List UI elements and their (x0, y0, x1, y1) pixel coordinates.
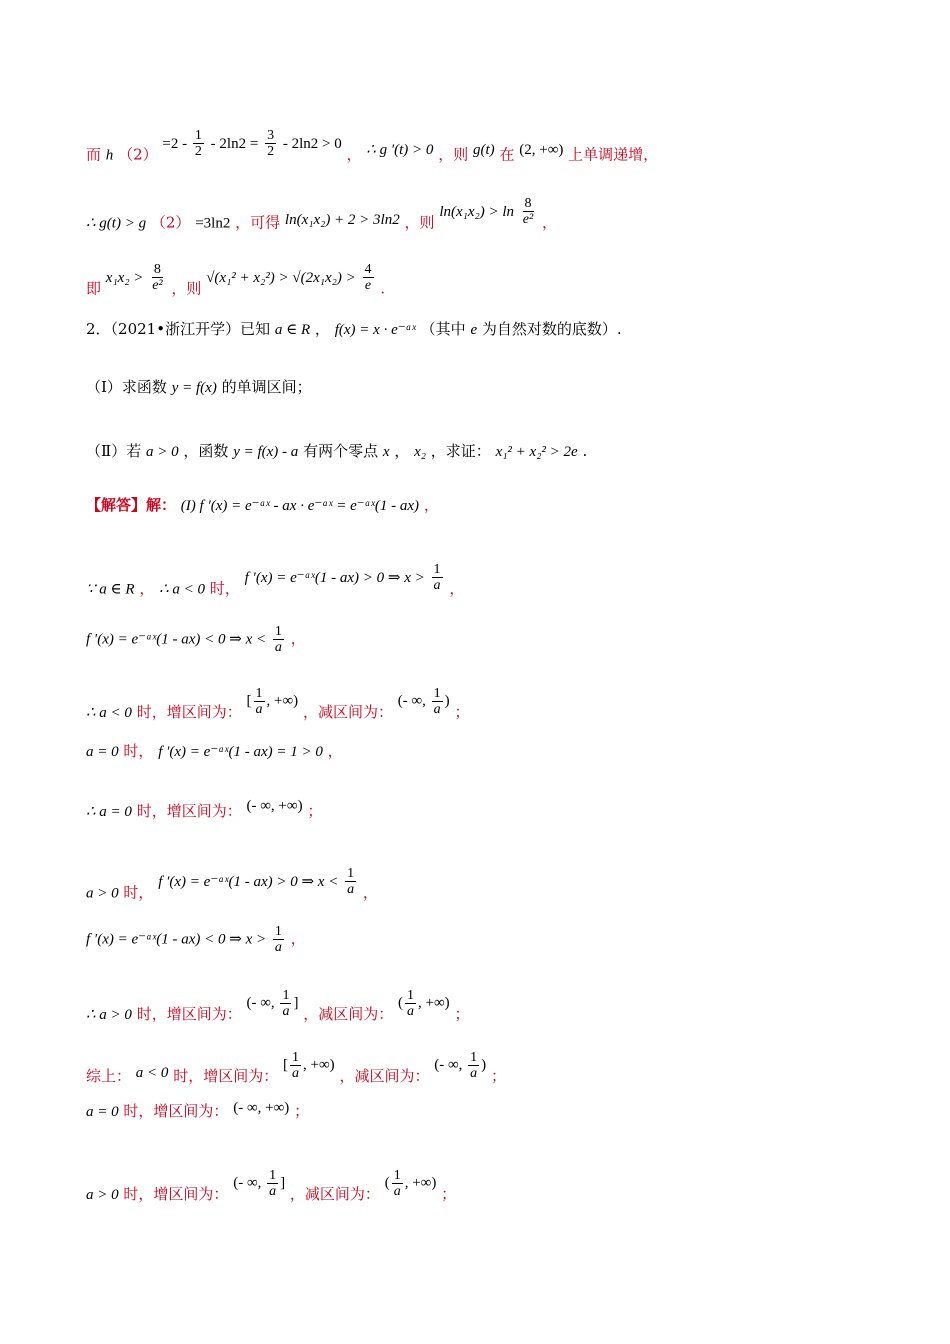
math-expr: y = f(x) - a (233, 444, 299, 460)
fraction-4-e: $\frac{4}{e}$ (364, 262, 372, 293)
part-text: ，函数 (183, 442, 229, 460)
math-expr: ∴ a = 0 (86, 804, 132, 820)
text-end: ； (294, 1102, 310, 1120)
solution-row-7 (86, 924, 306, 955)
text-inc: 时，增区间为： (123, 1102, 229, 1120)
text-end: ， (290, 929, 306, 948)
math-expr: ∴ g ′(t) > 0 (366, 141, 434, 158)
math-h: h (105, 147, 114, 164)
text-end: . (582, 442, 588, 460)
math-expr: a = 0 (86, 744, 119, 760)
fraction-8-e2: $\frac{8}{\text{e²}}$ (522, 196, 534, 227)
fraction-1-a: $\frac{1}{a}$ (470, 1050, 478, 1081)
math-expr: y = f(x) (171, 380, 217, 396)
solution-row-5 (86, 800, 322, 823)
text-inc: 时，增区间为： (136, 702, 242, 721)
summary-row-1 (86, 1050, 506, 1093)
math-expr: f ′(x) = e⁻ᵃˣ(1 - ax) = 1 > 0 (158, 744, 323, 760)
text-dec: ，减区间为： (289, 1184, 380, 1203)
math-gt: g(t) (472, 141, 495, 158)
solution-row-4 (86, 740, 343, 763)
text-mid: ，可得 (235, 213, 281, 232)
math-expr: =3ln2 (195, 215, 231, 232)
text-end: ； (441, 1184, 457, 1203)
solution-row-6 (86, 866, 378, 909)
text-end: ， (362, 883, 378, 902)
fraction-1-a: $\frac{1}{a}$ (433, 686, 441, 717)
fraction-1-a: $\frac{1}{a}$ (274, 924, 282, 955)
part-label: （Ⅰ）求函数 (86, 378, 167, 396)
text-then: ，则 (171, 279, 202, 298)
fraction-1-a: $\frac{1}{a}$ (347, 866, 355, 897)
math-expr: x₁x₂ > (105, 269, 144, 286)
text-two: （2） (150, 213, 191, 232)
text-comma: ， (394, 442, 410, 460)
text-end: ； (454, 702, 470, 721)
text-end: ； (307, 802, 323, 820)
text-dec: ，减区间为： (339, 1066, 430, 1085)
text-prefix: 即 (86, 279, 102, 298)
part-text: 的单调区间； (221, 378, 312, 396)
text-end: ； (454, 1004, 470, 1023)
text-dec: ，减区间为： (303, 1004, 394, 1023)
problem-head: 2．（2021•浙江开学）已知 (86, 320, 271, 338)
text-then: ，则 (438, 145, 469, 164)
text-paren: （其中 (420, 320, 466, 338)
text-inc: 时，增区间为： (173, 1066, 279, 1085)
text-inc: 时，增区间为： (123, 1184, 229, 1203)
problem-2-part-2 (86, 440, 587, 463)
math-expr: f ′(x) = e⁻ᵃˣ(1 - ax) < 0 ⇒ x > (86, 931, 267, 948)
math-interval: (- ∞, $\frac{1}{a}$ ] (233, 1168, 286, 1199)
fraction-1-a: $\frac{1}{a}$ (292, 1050, 299, 1081)
fraction-1-a: $\frac{1}{a}$ (269, 1168, 277, 1199)
text-end: ， (542, 213, 558, 232)
math-interval: ( $\frac{1}{a}$ , +∞) (398, 988, 450, 1019)
text-end: ， (423, 496, 439, 514)
text-end: ， (449, 579, 465, 598)
math-expr: ∴ a < 0 (159, 581, 206, 598)
math-expr: a > 0 (145, 444, 179, 460)
math-x1: x (382, 444, 390, 460)
text-paren-end: 为自然对数的底数）. (481, 320, 622, 338)
text-comma: ， (139, 579, 155, 598)
math-interval: (- ∞, +∞) (246, 798, 303, 814)
fraction-1-a: $\frac{1}{a}$ (433, 562, 441, 593)
summary-row-3 (86, 1168, 457, 1211)
solution-label: 【解答】解： (86, 496, 177, 514)
math-expr: a = 0 (86, 1104, 119, 1120)
part-text: 有两个零点 (303, 442, 379, 460)
math-expr: x₁² + x₂² > 2e (495, 444, 578, 460)
problem-2-part-1 (86, 376, 312, 399)
text-when: 时， (123, 742, 154, 760)
solution-line-3 (86, 262, 386, 305)
math-expr: f ′(x) = e⁻ᵃˣ(1 - ax) > 0 ⇒ x > (244, 569, 425, 586)
fraction-1-a: $\frac{1}{a}$ (393, 1168, 401, 1199)
math-expr: a > 0 (86, 1186, 119, 1203)
fraction-1-a: $\frac{1}{a}$ (407, 988, 415, 1019)
solution-line-1 (86, 128, 659, 171)
solution-row-3 (86, 686, 470, 729)
math-interval: (- ∞, $\frac{1}{a}$ ) (397, 686, 450, 717)
math-interval: (- ∞, $\frac{1}{a}$ ] (246, 988, 299, 1019)
text-then: ，则 (404, 213, 435, 232)
fraction-1-a: $\frac{1}{a}$ (282, 988, 290, 1019)
math-expr: f ′(x) = e⁻ᵃˣ(1 - ax) > 0 ⇒ x < (158, 873, 339, 890)
text-inc: 时，增区间为： (136, 802, 242, 820)
summary-label: 综上： (86, 1066, 132, 1085)
part-label: （Ⅱ）若 (86, 442, 142, 460)
fraction-1-a: $\frac{1}{a}$ (255, 686, 263, 717)
summary-row-2 (86, 1100, 309, 1123)
solution-row-2 (86, 624, 306, 655)
text-when: 时， (209, 579, 240, 598)
math-e: e (470, 322, 478, 338)
text-suffix: 上单调递增， (568, 145, 659, 164)
math-expr: a < 0 (135, 1064, 169, 1081)
math-expr: ln(x₁x₂) > ln (439, 203, 515, 220)
math-expr: (I) f ′(x) = e⁻ᵃˣ - ax · e⁻ᵃˣ = e⁻ᵃˣ(1 - ax) (180, 498, 420, 514)
math-interval: (2, +∞) (519, 141, 564, 158)
math-expr: ∵ a ∈ R (86, 581, 135, 598)
text-end: ， (290, 629, 306, 648)
solution-line-2 (86, 196, 558, 239)
text-when: 时， (123, 883, 154, 902)
math-expr: √(x₁² + x₂²) > √(2x₁x₂) > (206, 269, 356, 286)
text-prefix: 而 (86, 145, 102, 164)
solution-header (86, 494, 439, 517)
text-dec: ，减区间为： (302, 702, 393, 721)
fraction-8-e2: $\frac{8}{\text{e²}}$ (152, 262, 163, 293)
math-expr: f(x) = x · e⁻ᵃˣ (334, 322, 416, 338)
math-expr: f ′(x) = e⁻ᵃˣ(1 - ax) < 0 ⇒ x < (86, 631, 267, 648)
fraction-1-a: $\frac{1}{a}$ (274, 624, 282, 655)
text-comma: ， (314, 320, 330, 338)
math-interval: [ $\frac{1}{a}$ , +∞) (283, 1050, 335, 1081)
part-text: ，求证： (430, 442, 491, 460)
text-end: ， (327, 742, 343, 760)
math-interval: (- ∞, +∞) (233, 1100, 290, 1116)
math-expr: a ∈ R (274, 322, 311, 338)
math-expr: a > 0 (86, 885, 119, 902)
text-end: . (380, 279, 386, 298)
fraction-three-half: $\frac{3}{2}$ (267, 128, 275, 159)
text-end: ； (490, 1066, 506, 1085)
solution-row-1 (86, 562, 465, 605)
fraction-half: $\frac{1}{2}$ (194, 128, 202, 159)
text-at: 在 (499, 145, 515, 164)
text-inc: 时，增区间为： (136, 1004, 242, 1023)
text-two: （2） (118, 145, 158, 164)
math-interval: (- ∞, $\frac{1}{a}$ ) (434, 1050, 487, 1081)
math-expr: - 2ln2 = (210, 135, 259, 152)
math-expr: =2 - (162, 135, 191, 152)
solution-row-8 (86, 988, 470, 1031)
math-interval: [ $\frac{1}{a}$ , +∞) (246, 686, 299, 717)
math-interval: ( $\frac{1}{a}$ , +∞) (384, 1168, 437, 1199)
math-expr: - 2ln2 > 0 (282, 135, 342, 152)
math-expr: ln(x₁x₂) + 2 > 3ln2 (284, 211, 400, 228)
math-expr: ∴ a < 0 (86, 704, 132, 721)
text-comma: ， (346, 145, 362, 164)
math-expr: ∴ g(t) > g (86, 215, 147, 232)
math-expr: ∴ a > 0 (86, 1006, 132, 1023)
problem-2-statement (86, 318, 622, 341)
math-x2: x₂ (414, 444, 426, 460)
